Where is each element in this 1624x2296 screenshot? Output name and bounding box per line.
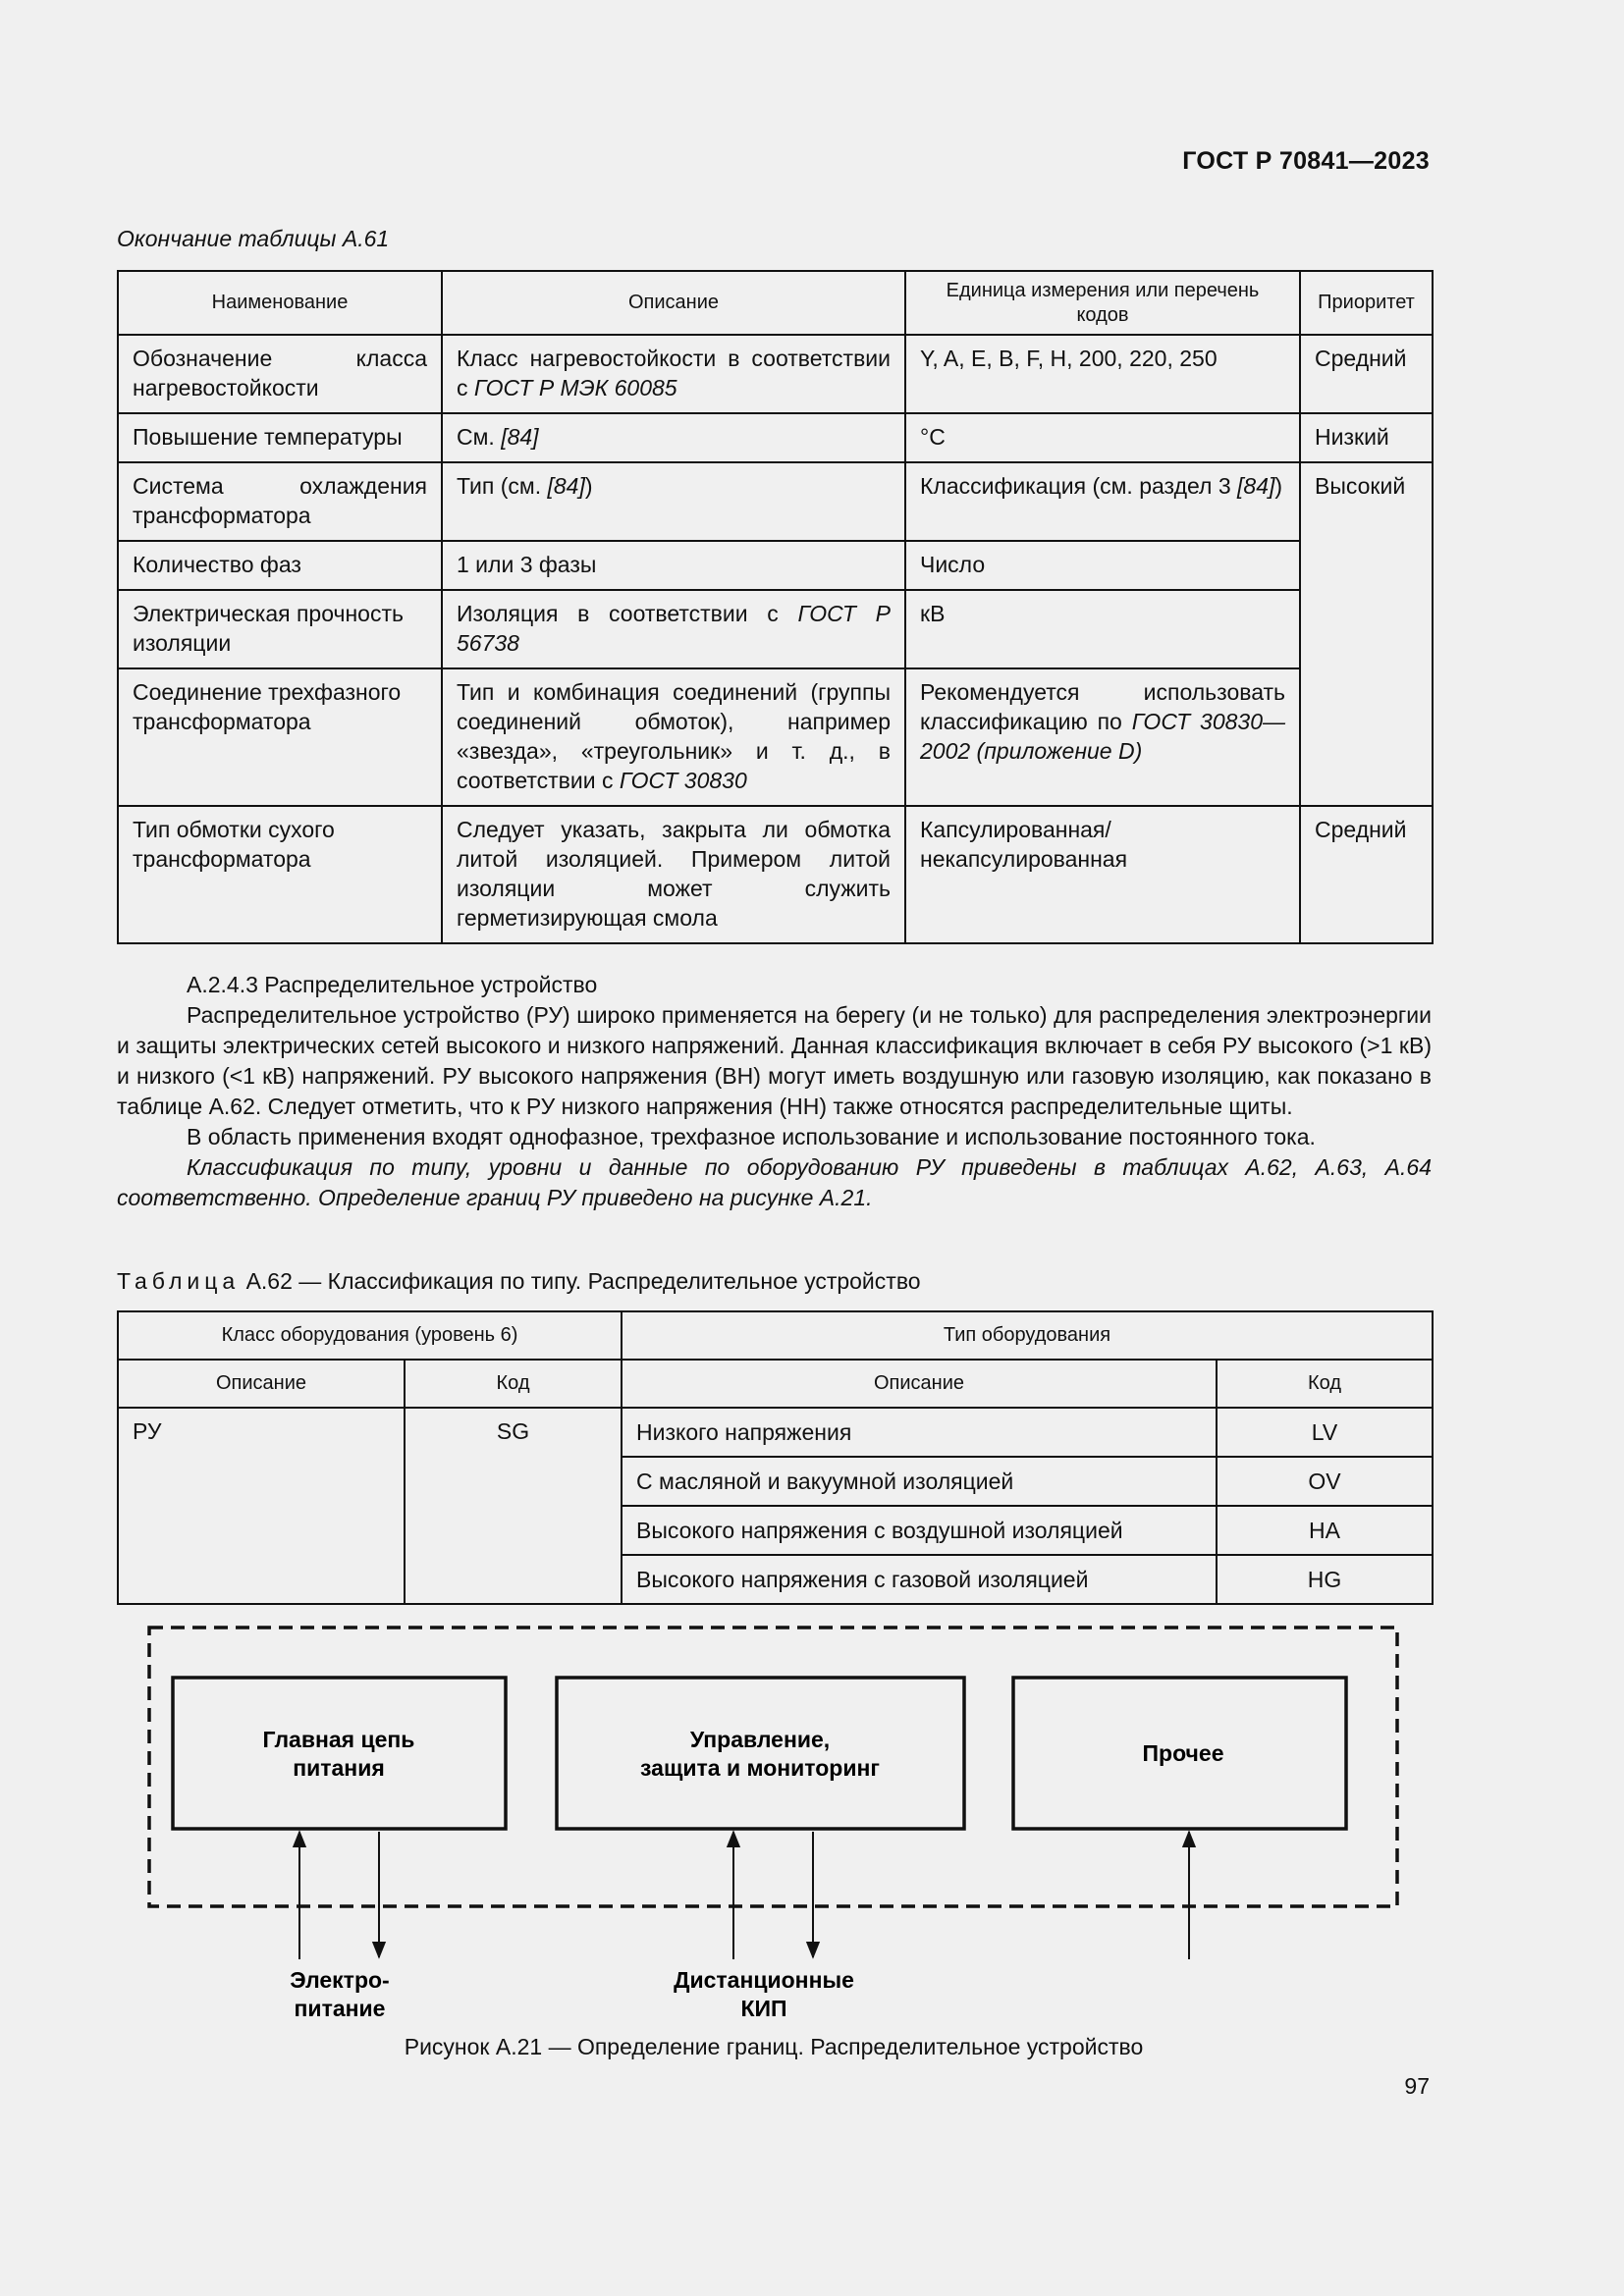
cell-priority: Высокий <box>1300 462 1433 806</box>
figure-caption: Рисунок А.21 — Определение границ. Распределительное устройство <box>404 2034 1144 2059</box>
cell-class-description: РУ <box>118 1408 405 1604</box>
paragraph: Классификация по типу, уровни и данные по оборудованию РУ приведены в таблицах А.62, А.63, А.64 соответственно. Определение границ РУ приведено на рисунке А.21. <box>117 1154 1432 1210</box>
cell-priority: Средний <box>1300 806 1433 943</box>
column-header-description: Описание <box>442 271 905 335</box>
group-header-type: Тип оборудования <box>622 1311 1433 1360</box>
cell-description: 1 или 3 фазы <box>442 541 905 590</box>
box-label: Прочее <box>1142 1740 1224 1766</box>
cell-type-code: HA <box>1217 1506 1433 1555</box>
cell-type-code: LV <box>1217 1408 1433 1457</box>
cell-unit: Y, A, E, B, F, H, 200, 220, 250 <box>905 335 1300 413</box>
cell-unit: Рекомендуется использовать классификацию по ГОСТ 30830—2002 (приложение D) <box>905 668 1300 806</box>
paragraph: В область применения входят однофазное, трехфазное использование и использование постоянного тока. <box>187 1124 1316 1149</box>
cell-unit: кВ <box>905 590 1300 668</box>
cell-name: Количество фаз <box>118 541 442 590</box>
table-a62-caption: Таблица А.62 — Классификация по типу. Распределительное устройство <box>117 1268 921 1294</box>
cell-type-code: OV <box>1217 1457 1433 1506</box>
column-header-priority: Приоритет <box>1300 271 1433 335</box>
cell-type-code: HG <box>1217 1555 1433 1604</box>
cell-priority: Средний <box>1300 335 1433 413</box>
page-number: 97 <box>1404 2073 1430 2099</box>
cell-name: Соединение трехфазного трансформатора <box>118 668 442 806</box>
cell-name: Система охлаждения трансформатора <box>118 462 442 541</box>
cell-name: Обозначение класса нагревостойкости <box>118 335 442 413</box>
cell-name: Повышение температуры <box>118 413 442 462</box>
column-header-description: Описание <box>118 1360 405 1408</box>
external-label: КИП <box>740 1996 787 2021</box>
cell-description: Следует указать, закрыта ли обмотка литой изоляцией. Примером литой изоляции может служить герметизирующая смола <box>442 806 905 943</box>
section-heading: А.2.4.3 Распределительное устройство <box>187 972 598 997</box>
control-protection-box <box>557 1678 964 1829</box>
paragraph: Распределительное устройство (РУ) широко применяется на берегу (и не только) для распределения электроэнергии и защиты электрических сетей высокого и низкого напряжений. Данная классификация включает в себя РУ высокого (>1 кВ) и низкого (<1 кВ) напряжений. РУ высокого напряжения (ВН) могут иметь воздушную или газовую изоляцию, как показано в таблице А.62. Следует отметить, что к РУ низкого напряжения (НН) также относятся распределительные щиты. <box>117 1002 1432 1119</box>
cell-unit: Капсулированная/некапсулированная <box>905 806 1300 943</box>
cell-name: Электрическая прочность изоляции <box>118 590 442 668</box>
cell-class-code: SG <box>405 1408 622 1604</box>
cell-unit: Число <box>905 541 1300 590</box>
cell-description: Изоляция в соответствии с ГОСТ Р 56738 <box>442 590 905 668</box>
cell-type-description: С масляной и вакуумной изоляцией <box>622 1457 1217 1506</box>
main-power-circuit-box <box>173 1678 506 1829</box>
column-header-code: Код <box>405 1360 622 1408</box>
column-header-unit: Единица измерения или перечень кодов <box>905 271 1300 335</box>
cell-unit: Классификация (см. раздел 3 [84]) <box>905 462 1300 541</box>
cell-type-description: Высокого напряжения с воздушной изоляцией <box>622 1506 1217 1555</box>
external-label: питание <box>294 1996 386 2021</box>
column-header-name: Наименование <box>118 271 442 335</box>
column-header-code: Код <box>1217 1360 1433 1408</box>
cell-description: Тип и комбинация соединений (группы соединений обмоток), например «звезда», «треугольник» и т. д., в соответствии с ГОСТ 30830 <box>442 668 905 806</box>
group-header-class: Класс оборудования (уровень 6) <box>118 1311 622 1360</box>
cell-type-description: Низкого напряжения <box>622 1408 1217 1457</box>
cell-type-description: Высокого напряжения с газовой изоляцией <box>622 1555 1217 1604</box>
cell-description: Тип (см. [84]) <box>442 462 905 541</box>
cell-priority: Низкий <box>1300 413 1433 462</box>
cell-name: Тип обмотки сухого трансформатора <box>118 806 442 943</box>
cell-description: См. [84] <box>442 413 905 462</box>
box-label: Управление, <box>689 1727 831 1752</box>
box-label: защита и мониторинг <box>640 1755 880 1781</box>
box-label: Главная цепь <box>262 1727 415 1752</box>
document-code: ГОСТ Р 70841—2023 <box>1182 147 1430 175</box>
external-label: Электро- <box>290 1967 390 1993</box>
cell-description: Класс нагревостойкости в соответствии с ГОСТ Р МЭК 60085 <box>442 335 905 413</box>
external-label: Дистанционные <box>674 1967 854 1993</box>
column-header-description: Описание <box>622 1360 1217 1408</box>
box-label: питания <box>293 1755 385 1781</box>
cell-unit: °C <box>905 413 1300 462</box>
table-a61-caption: Окончание таблицы А.61 <box>117 226 390 251</box>
